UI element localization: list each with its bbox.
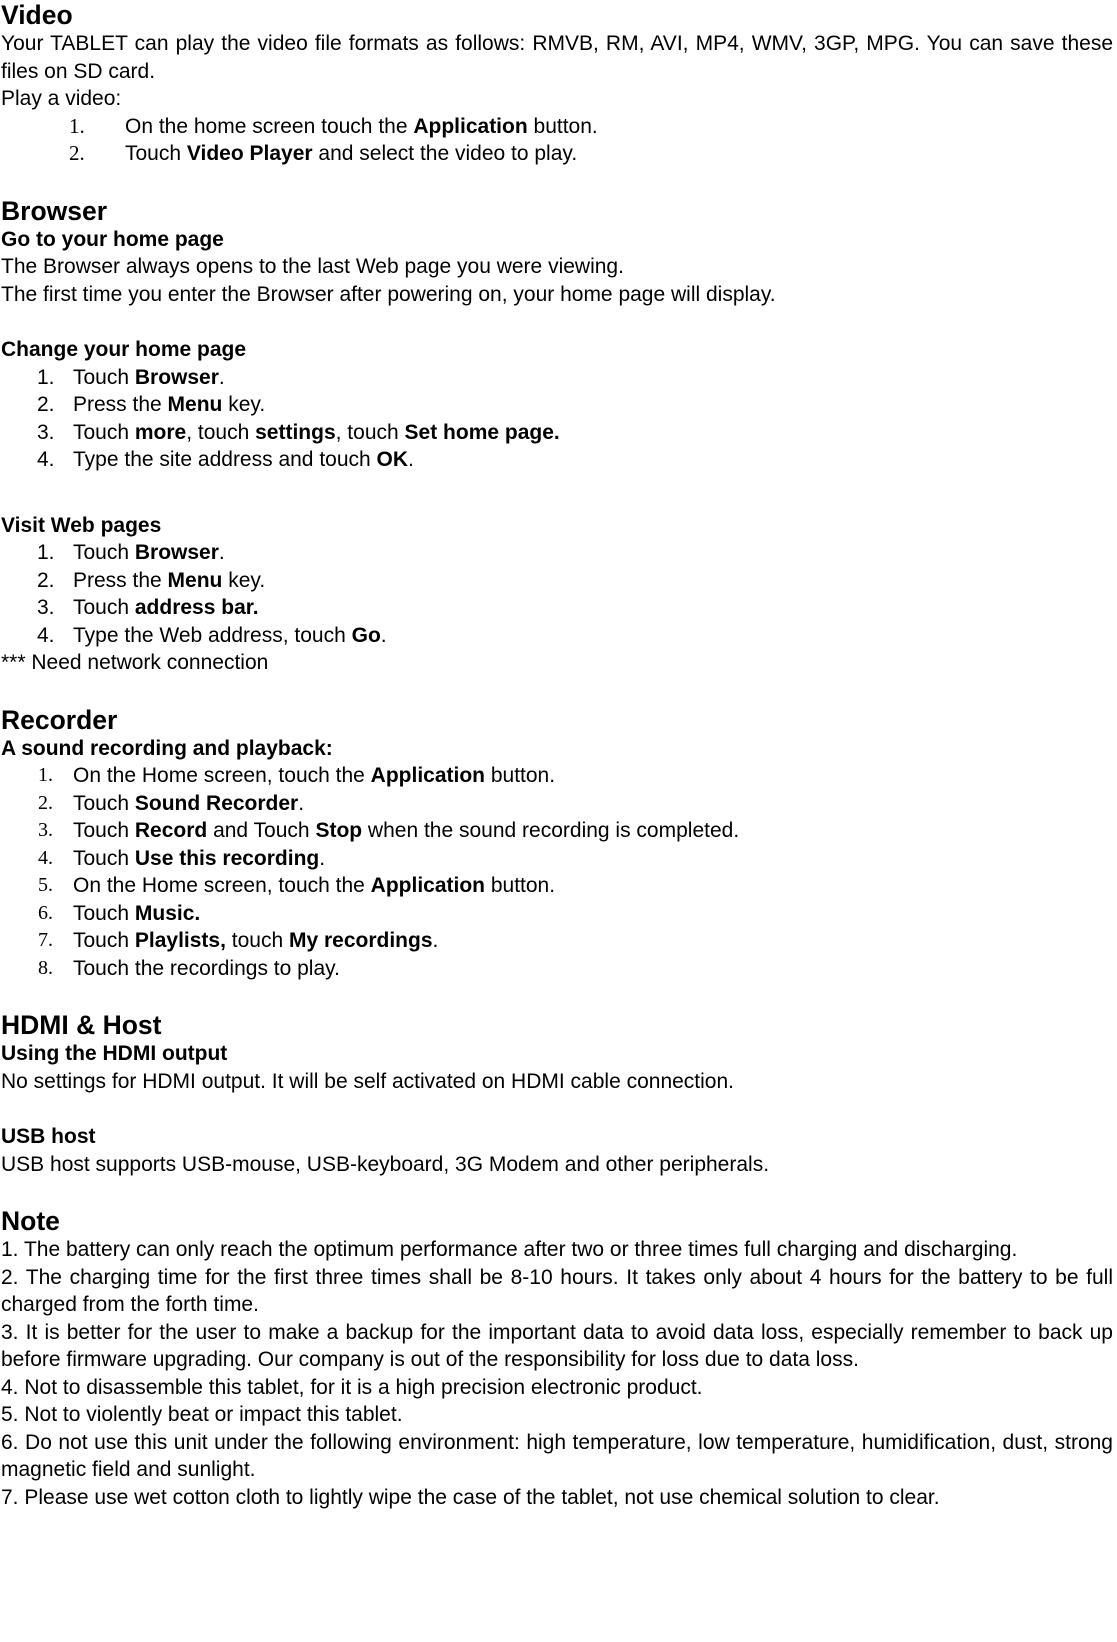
- list-item: 1. On the home screen touch the Application button.: [69, 113, 598, 138]
- list-item: 3. Touch more, touch settings, touch Set home page.: [37, 420, 560, 444]
- list-item: 6. Touch Music.: [38, 901, 201, 925]
- usb-host-subheading: USB host: [1, 1125, 96, 1148]
- note-item: 6. Do not use this unit under the following environment: high temperature, low temperature, humidification, dust, strong magnetic field and sunlight.: [1, 1430, 1113, 1481]
- list-item: 2. Press the Menu key.: [37, 393, 266, 416]
- usb-host-text: USB host supports USB-mouse, USB-keyboard, 3G Modem and other peripherals.: [1, 1152, 770, 1176]
- list-item: 1. Touch Browser.: [37, 541, 225, 564]
- visit-web-subheading: Visit Web pages: [1, 513, 162, 537]
- recorder-heading: Recorder: [1, 704, 118, 735]
- note-item: 2. The charging time for the first three times shall be 8-10 hours. It takes only about 4 hours for the battery to be full charged from the forth time.: [1, 1265, 1113, 1316]
- list-item: 4. Type the site address and touch OK.: [37, 448, 414, 471]
- note-item: 5. Not to violently beat or impact this tablet.: [1, 1403, 403, 1426]
- recorder-steps: [1, 762, 1113, 982]
- hdmi-heading: HDMI & Host: [1, 1010, 162, 1040]
- note-item: 4. Not to disassemble this tablet, for it is a high precision electronic product.: [1, 1375, 703, 1399]
- note-item: 1. The battery can only reach the optimum performance after two or three times full charging and discharging.: [1, 1238, 1018, 1261]
- hdmi-output-text: No settings for HDMI output. It will be self activated on HDMI cable connection.: [1, 1069, 735, 1093]
- list-item: 4. Type the Web address, touch Go.: [37, 623, 387, 647]
- browser-text: The first time you enter the Browser after powering on, your home page will display.: [1, 282, 776, 306]
- note-heading: Note: [1, 1206, 60, 1236]
- recording-subheading: A sound recording and playback:: [1, 736, 333, 760]
- list-item: 2. Press the Menu key.: [37, 568, 266, 592]
- list-item: 5. On the Home screen, touch the Application button.: [38, 874, 556, 897]
- list-item: 1. On the Home screen, touch the Application button.: [38, 764, 556, 787]
- list-item: 3. Touch Record and Touch Stop when the sound recording is completed.: [38, 819, 740, 842]
- change-home-steps: [1, 364, 1113, 474]
- hdmi-output-subheading: Using the HDMI output: [1, 1042, 228, 1065]
- network-note: *** Need network connection: [1, 651, 269, 674]
- browser-text: The Browser always opens to the last Web page you were viewing.: [1, 255, 624, 278]
- list-item: 4. Touch Use this recording.: [38, 846, 326, 870]
- list-item: 3. Touch address bar.: [37, 596, 259, 619]
- list-item: 1. Touch Browser.: [37, 365, 225, 389]
- list-item: 7. Touch Playlists, touch My recordings.: [38, 929, 439, 952]
- video-steps: [1, 113, 1113, 168]
- play-video-label: Play a video:: [1, 87, 122, 110]
- browser-heading: Browser: [1, 195, 108, 226]
- list-item: 8. Touch the recordings to play.: [38, 956, 340, 980]
- note-item: 7. Please use wet cotton cloth to lightly wipe the case of the tablet, not use chemical solution to clear.: [1, 1485, 940, 1509]
- change-home-subheading: Change your home page: [1, 338, 247, 361]
- home-page-subheading: Go to your home page: [1, 227, 224, 251]
- video-heading: Video: [1, 0, 73, 30]
- note-item: 3. It is better for the user to make a backup for the important data to avoid data loss, especially remember to back up before firmware upgrading. Our company is out of the responsibility for loss due to data loss.: [1, 1320, 1113, 1371]
- list-item: 2. Touch Video Player and select the video to play.: [69, 141, 578, 165]
- video-intro: Your TABLET can play the video file formats as follows: RMVB, RM, AVI, MP4, WMV, 3GP, MPG. You can save these files on SD card.: [1, 32, 1113, 83]
- visit-web-steps: [1, 539, 1113, 649]
- list-item: 2. Touch Sound Recorder.: [38, 791, 305, 815]
